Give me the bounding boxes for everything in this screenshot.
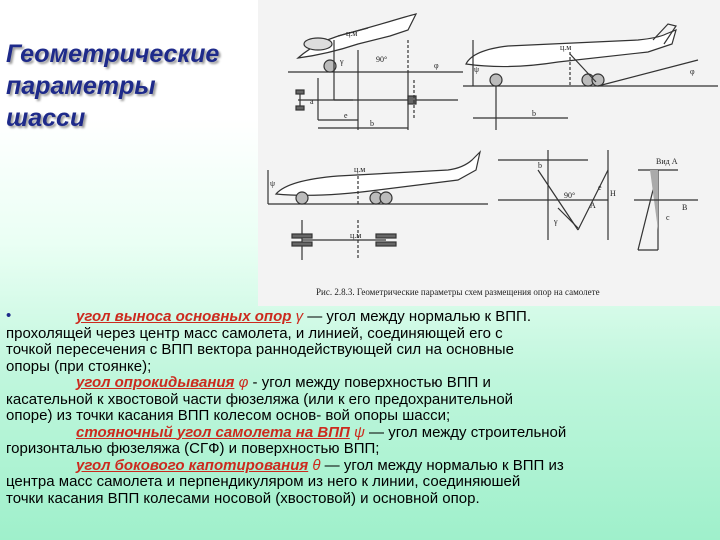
airplane-tail-dragger xyxy=(288,14,463,130)
symbol-phi: φ xyxy=(238,374,249,391)
h-dim-label: H xyxy=(610,189,616,198)
gamma-label-1: γ xyxy=(340,57,344,66)
slide-title: Геометрические параметры шасси xyxy=(6,40,220,132)
term-theta: угол бокового капотирования xyxy=(76,456,309,474)
definition-theta-line3: точки касания ВПП колесами носовой (хвостовой) и основной опор. xyxy=(6,489,480,507)
big-b-dim-label: B xyxy=(682,203,688,212)
b-dim-label-2: b xyxy=(532,109,536,118)
definition-theta-line2: центра масс самолета и перпендикуляром из него к линии, соединяюшей xyxy=(6,473,521,490)
cm-label-2: ц.м xyxy=(560,43,572,52)
airplane-nose-gear xyxy=(463,24,718,130)
chassis-diagram-drawing xyxy=(258,0,720,306)
definition-phi xyxy=(6,375,714,425)
term-psi: стояночный угол самолета на ВПП xyxy=(76,423,350,441)
view-a-label: Вид А xyxy=(656,157,678,166)
angle-90b-label: 90° xyxy=(564,191,576,200)
definition-gamma-line3: точкой пересечения с ВПП вектора раннодействующей сил на основные xyxy=(6,341,514,358)
psi-label-2: ψ xyxy=(270,179,276,188)
e-dim-label-1: e xyxy=(344,111,348,120)
a-letter-label: А xyxy=(590,201,596,210)
a-dim-label: a xyxy=(310,97,314,106)
figure-caption: Рис. 2.8.3. Геометрические параметры схем размещения опор на самолете xyxy=(316,287,600,297)
c-dim-label: c xyxy=(666,213,670,222)
definition-phi-line3: опоре) из точки касания ВПП колесом основ- вой опоры шасси; xyxy=(6,407,451,424)
definition-psi-line1: — угол между строительной xyxy=(364,423,567,441)
definition-phi-line1: - угол между поверхностью ВПП и xyxy=(248,374,491,391)
definition-psi xyxy=(6,425,714,458)
definition-phi-line2: касательной к хвостовой части фюзеляжа (или к его предохранительной xyxy=(6,390,514,408)
side-view-angles xyxy=(498,150,608,240)
b-dim-label-1: b xyxy=(370,119,374,128)
bullet-marker: • xyxy=(6,307,12,324)
e-dim-label-2: e xyxy=(598,183,602,192)
symbol-theta: θ xyxy=(312,456,321,474)
definition-theta-line1: — угол между нормалью к ВПП из xyxy=(320,456,564,474)
phi-label-1: φ xyxy=(434,61,439,70)
angle-90-label: 90° xyxy=(376,55,388,64)
term-phi: угол опрокидывания xyxy=(76,374,235,391)
gamma-label-2: γ xyxy=(554,217,558,226)
view-a-triangle xyxy=(634,170,698,250)
symbol-gamma: γ xyxy=(295,308,304,325)
airplane-bicycle-gear xyxy=(268,152,488,260)
cm-label-3: ц.м xyxy=(354,165,366,174)
phi-label-2: φ xyxy=(690,67,695,76)
definition-gamma-line2: прохолящей через центр масс самолета, и линией, соединяющей его с xyxy=(6,324,503,342)
definitions-text xyxy=(6,309,714,507)
definition-psi-line2: горизонталью фюзеляжа (СГФ) и поверхностью ВПП; xyxy=(6,440,380,457)
symbol-psi: ψ xyxy=(353,423,365,441)
term-gamma: угол выноса основных опор xyxy=(76,308,292,325)
definition-gamma-line4: опоры (при стоянке); xyxy=(6,357,152,375)
chassis-diagram-figure xyxy=(258,0,720,306)
definition-gamma xyxy=(6,309,714,375)
gear-plan-left xyxy=(296,80,458,120)
definition-gamma-line1: — угол между нормалью к ВПП. xyxy=(303,308,532,325)
b-dim-label-3: b xyxy=(538,161,542,170)
cm-label-1: ц.м xyxy=(346,29,358,38)
psi-label-1: ψ xyxy=(474,65,480,74)
definition-theta xyxy=(6,458,714,508)
cm-label-4: ц.м xyxy=(350,231,362,240)
